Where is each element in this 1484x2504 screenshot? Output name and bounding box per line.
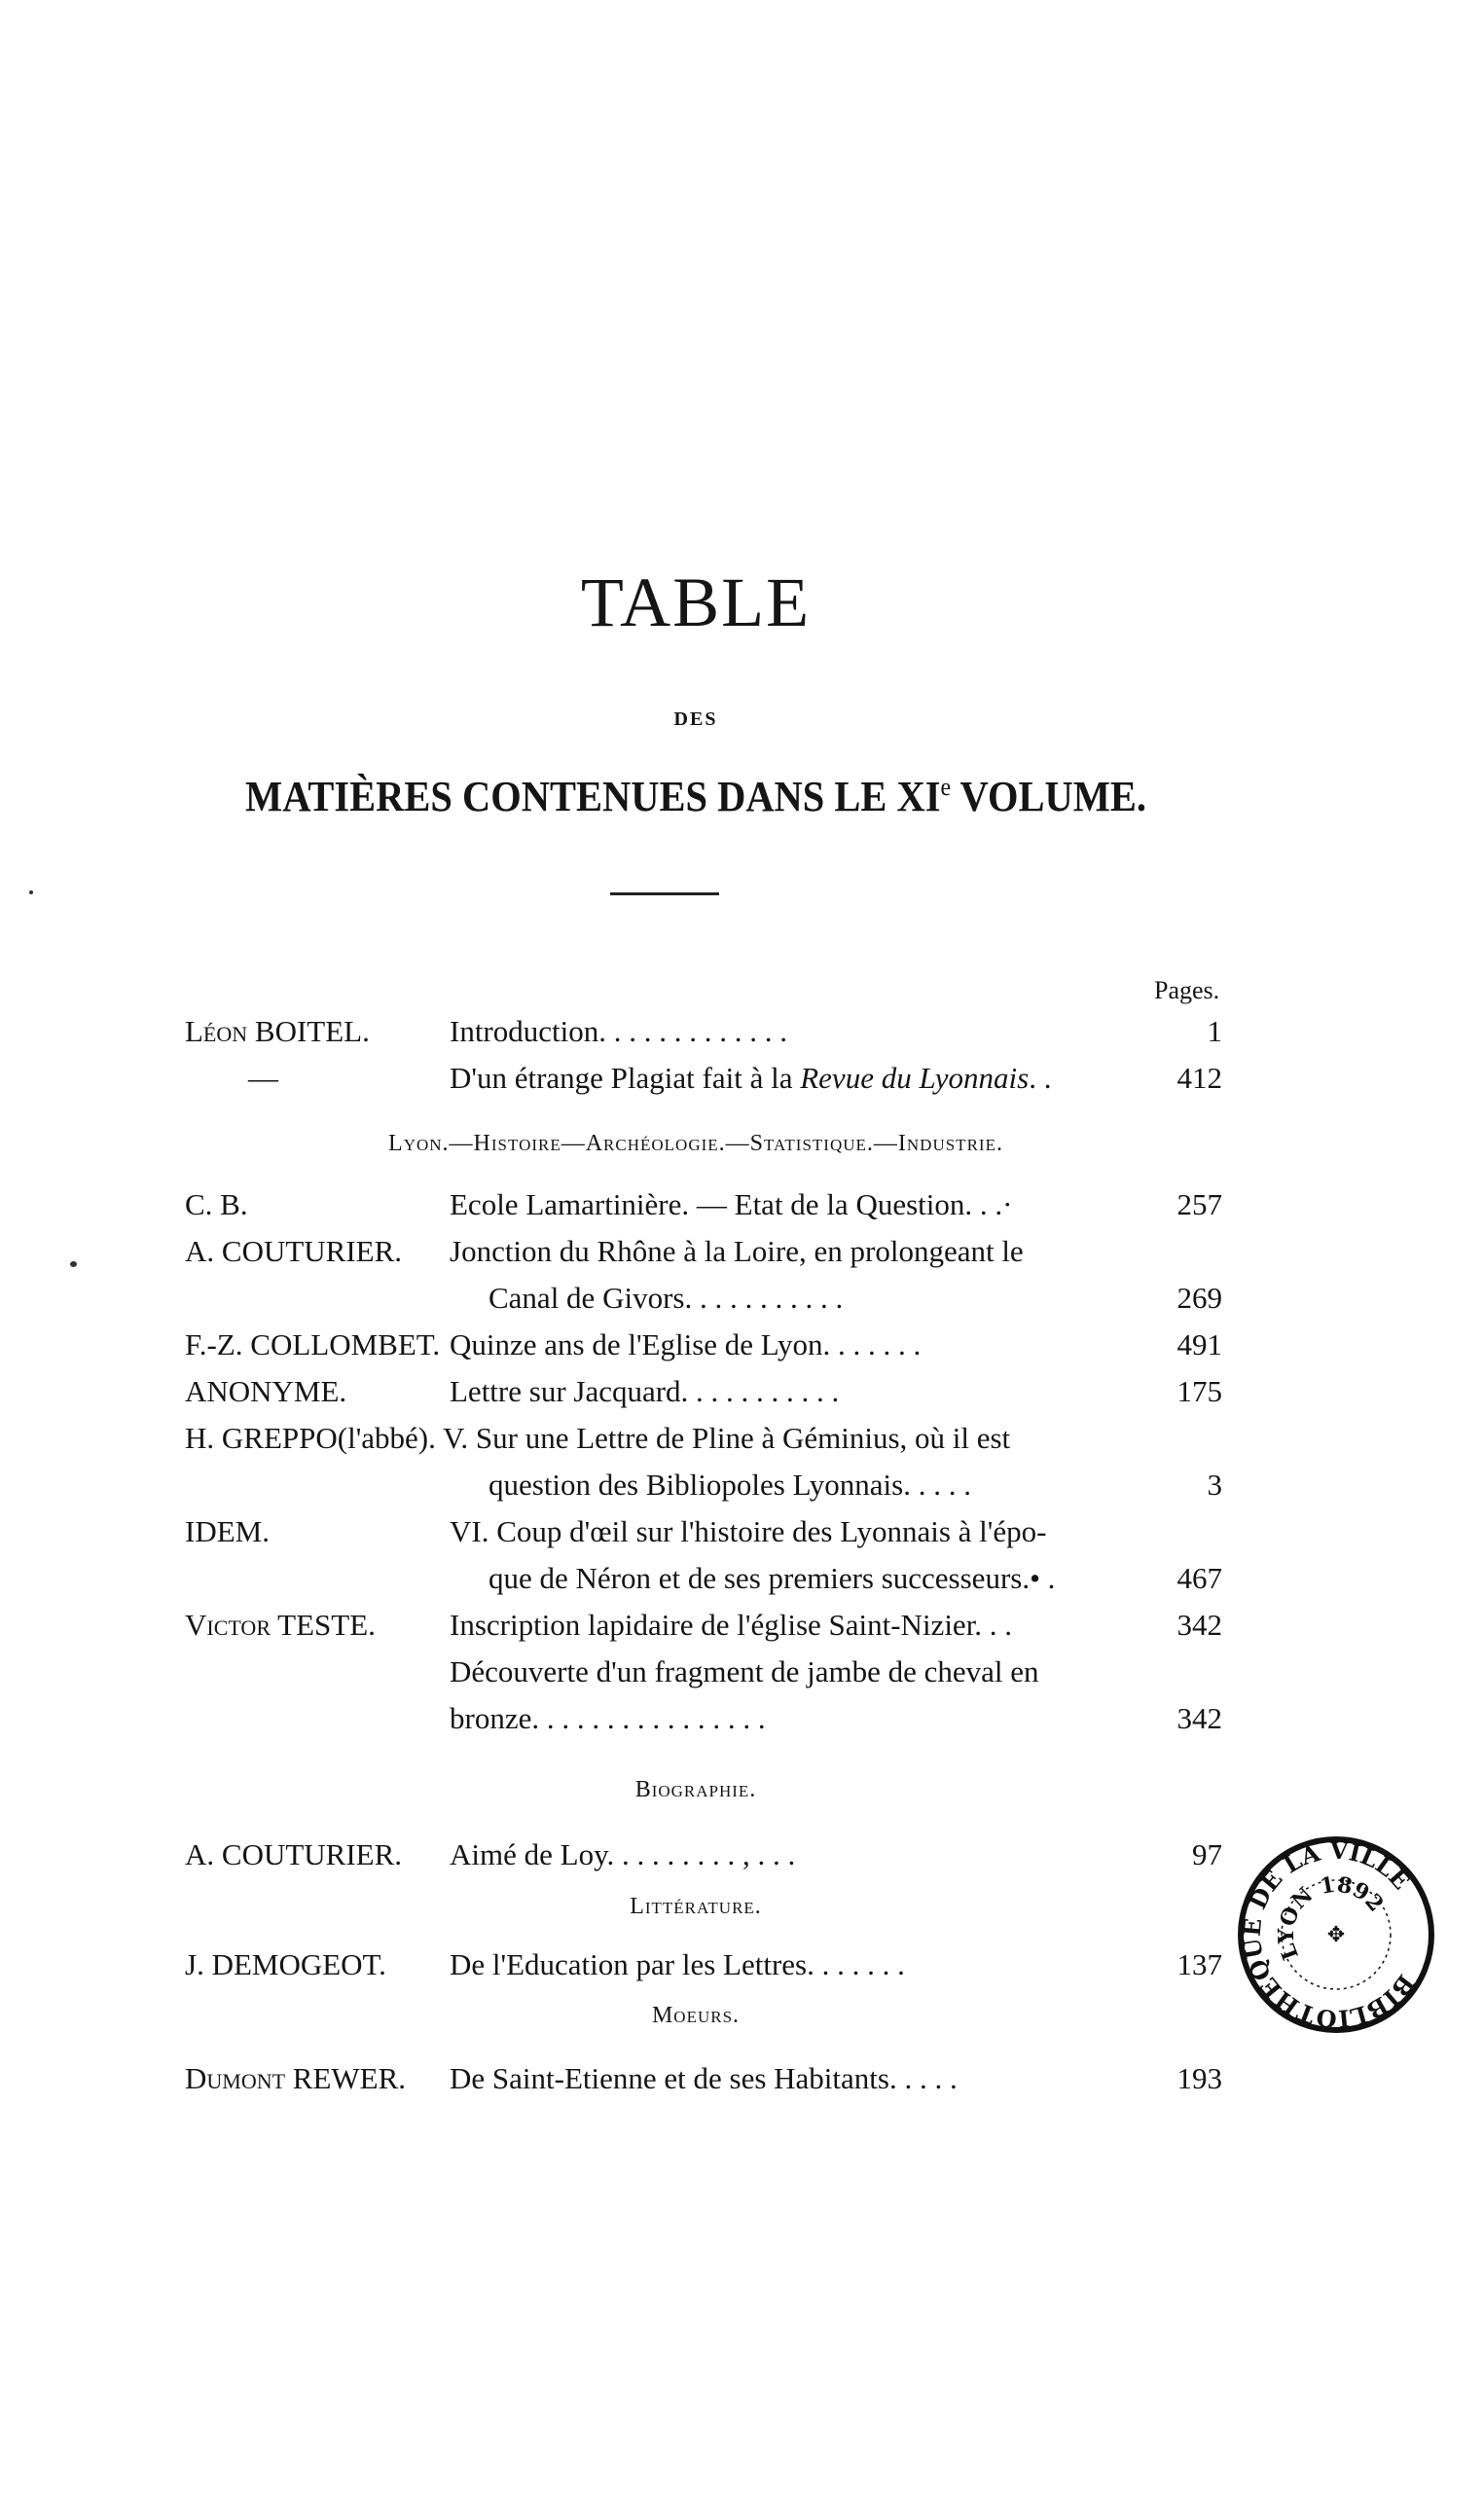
entry-page: 257 bbox=[1176, 1187, 1222, 1221]
entry-author: A. COUTURIER. bbox=[185, 1234, 403, 1268]
entry-title: Aimé de Loy. . . . . . . . . , . . . bbox=[450, 1837, 796, 1871]
entry-page: 3 bbox=[1207, 1468, 1222, 1502]
entry-page: 412 bbox=[1176, 1061, 1222, 1095]
subtitle-end: VOLUME. bbox=[951, 773, 1147, 820]
entry-author: ANONYME. bbox=[185, 1374, 347, 1408]
entry-author: IDEM. bbox=[185, 1514, 270, 1548]
entry-author-ditto: — bbox=[248, 1061, 278, 1095]
entry-title: D'un étrange Plagiat fait à la Revue du Lyonnais. . bbox=[450, 1061, 1052, 1095]
entry-page: 193 bbox=[1176, 2061, 1222, 2095]
page-subtitle bbox=[55, 772, 1336, 821]
entry-page: 269 bbox=[1176, 1281, 1222, 1315]
entry-page: 467 bbox=[1176, 1561, 1222, 1595]
entry-author: C. B. bbox=[185, 1187, 248, 1221]
entry-title: VI. Coup d'œil sur l'histoire des Lyonnais à l'épo- bbox=[450, 1514, 1047, 1548]
page-title: TABLE bbox=[580, 563, 812, 641]
entry-author: J. DEMOGEOT. bbox=[185, 1947, 386, 1981]
entry-author: H. GREPPO(l'abbé). bbox=[185, 1421, 436, 1455]
ink-speck bbox=[29, 890, 33, 894]
entry-page: 342 bbox=[1176, 1608, 1222, 1642]
entry-author: Léon BOITEL. bbox=[185, 1014, 370, 1048]
entry-page: 137 bbox=[1176, 1947, 1222, 1981]
pages-column-header: Pages. bbox=[1154, 976, 1220, 1004]
subtitle-main: MATIÈRES CONTENUES DANS LE XI bbox=[244, 773, 941, 820]
entry-title: De Saint-Etienne et de ses Habitants. . . . . bbox=[450, 2061, 958, 2095]
entry-title: Quinze ans de l'Eglise de Lyon. . . . . . . bbox=[450, 1327, 922, 1361]
entry-title-continuation: Canal de Givors. . . . . . . . . . . bbox=[489, 1281, 844, 1315]
entry-title: Découverte d'un fragment de jambe de cheval en bbox=[450, 1654, 1039, 1688]
section-heading-moeurs: Moeurs. bbox=[651, 2003, 741, 2028]
section-heading-litterature: Littérature. bbox=[630, 1894, 762, 1919]
entry-author: Dumont REWER. bbox=[185, 2061, 407, 2095]
entry-title: Ecole Lamartinière. — Etat de la Question. . .· bbox=[450, 1187, 1013, 1221]
subtitle-sup: e bbox=[940, 773, 952, 801]
entry-author: A. COUTURIER. bbox=[185, 1837, 403, 1871]
entry-title-continuation: bronze. . . . . . . . . . . . . . . . bbox=[450, 1701, 766, 1735]
entry-page: 97 bbox=[1192, 1837, 1222, 1871]
svg-text:✥: ✥ bbox=[1326, 1923, 1346, 1947]
section-heading-biographie: Biographie. bbox=[634, 1777, 757, 1802]
entry-author: F.-Z. COLLOMBET. bbox=[185, 1327, 441, 1361]
entry-page: 342 bbox=[1176, 1701, 1222, 1735]
entry-title: V. Sur une Lettre de Pline à Géminius, où il est bbox=[443, 1421, 1011, 1455]
entry-title-continuation: que de Néron et de ses premiers successeurs.• . bbox=[489, 1561, 1056, 1595]
entry-page: 491 bbox=[1176, 1327, 1222, 1361]
entry-title: Inscription lapidaire de l'église Saint-Nizier. . . bbox=[450, 1608, 1013, 1642]
entry-page: 175 bbox=[1176, 1374, 1222, 1408]
svg-text:LYON 1892: LYON 1892 bbox=[1273, 1871, 1389, 1964]
entry-title: Lettre sur Jacquard. . . . . . . . . . . bbox=[450, 1374, 840, 1408]
entry-title: Introduction. . . . . . . . . . . . . bbox=[450, 1014, 787, 1048]
entry-page: 1 bbox=[1207, 1014, 1222, 1048]
entry-author: Victor TESTE. bbox=[185, 1608, 376, 1642]
title-des: DES bbox=[673, 708, 718, 730]
ink-speck bbox=[70, 1261, 77, 1267]
entry-title: De l'Education par les Lettres. . . . . . . bbox=[450, 1947, 905, 1981]
entry-title-continuation: question des Bibliopoles Lyonnais. . . . . bbox=[489, 1468, 971, 1502]
library-stamp-icon bbox=[1234, 1833, 1438, 2037]
svg-text:BIBLIOTHÈQUE DE LA VILLE: BIBLIOTHÈQUE DE LA VILLE bbox=[1237, 1835, 1421, 2034]
title-divider bbox=[610, 892, 719, 895]
section-heading-lyon: Lyon.—Histoire—Archéologie.—Statistique.—Industrie. bbox=[388, 1131, 1003, 1156]
entry-title: Jonction du Rhône à la Loire, en prolongeant le bbox=[450, 1234, 1024, 1268]
